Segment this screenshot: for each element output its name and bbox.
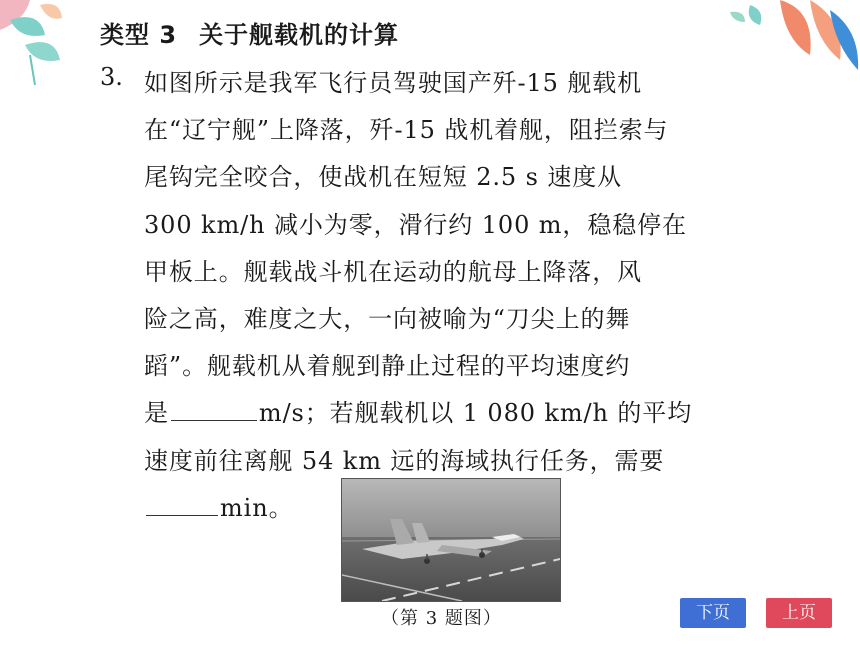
answer-blank-time[interactable]: [146, 491, 218, 516]
decorative-leaves-top-right: [730, 0, 860, 75]
line-prefix: 是: [144, 399, 169, 428]
aircraft-photo: [341, 478, 561, 602]
section-title: 关于舰载机的计算: [199, 21, 400, 49]
question-line: 在“辽宁舰”上降落，歼-15 战机着舰，阻拦索与: [144, 116, 669, 145]
question-line: 300 km/h 减小为零，滑行约 100 m，稳稳停在: [144, 210, 687, 239]
section-type-label: 类型 3: [100, 21, 178, 49]
answer-blank-average-speed[interactable]: [171, 396, 257, 421]
question-line: 险之高，难度之大，一向被喻为“刀尖上的舞: [144, 304, 631, 333]
question-body: [144, 60, 744, 532]
question-line: 如图所示是我军飞行员驾驶国产歼-15 舰载机: [144, 69, 643, 97]
question-line: 蹈”。舰载机从着舰到静止过程的平均速度约: [144, 352, 631, 381]
question-line: 甲板上。舰载战斗机在运动的航母上降落，风: [144, 257, 642, 286]
line-suffix: min。: [220, 493, 294, 522]
figure-caption: （第 3 题图）: [381, 608, 502, 629]
decorative-leaves-top-left: [0, 0, 90, 90]
question-line-with-blank: [144, 390, 744, 437]
previous-page-button[interactable]: 上页: [766, 598, 832, 628]
line-suffix: m/s；若舰载机以 1 080 km/h 的平均: [258, 399, 693, 428]
question-line: 速度前往离舰 54 km 远的海域执行任务，需要: [144, 446, 665, 475]
section-heading: [100, 18, 399, 52]
jet-landing-image: [342, 479, 560, 601]
question-line: 尾钩完全咬合，使战机在短短 2.5 s 速度从: [144, 163, 623, 192]
next-page-button[interactable]: 下页: [680, 598, 746, 628]
question-number: 3.: [100, 63, 123, 91]
